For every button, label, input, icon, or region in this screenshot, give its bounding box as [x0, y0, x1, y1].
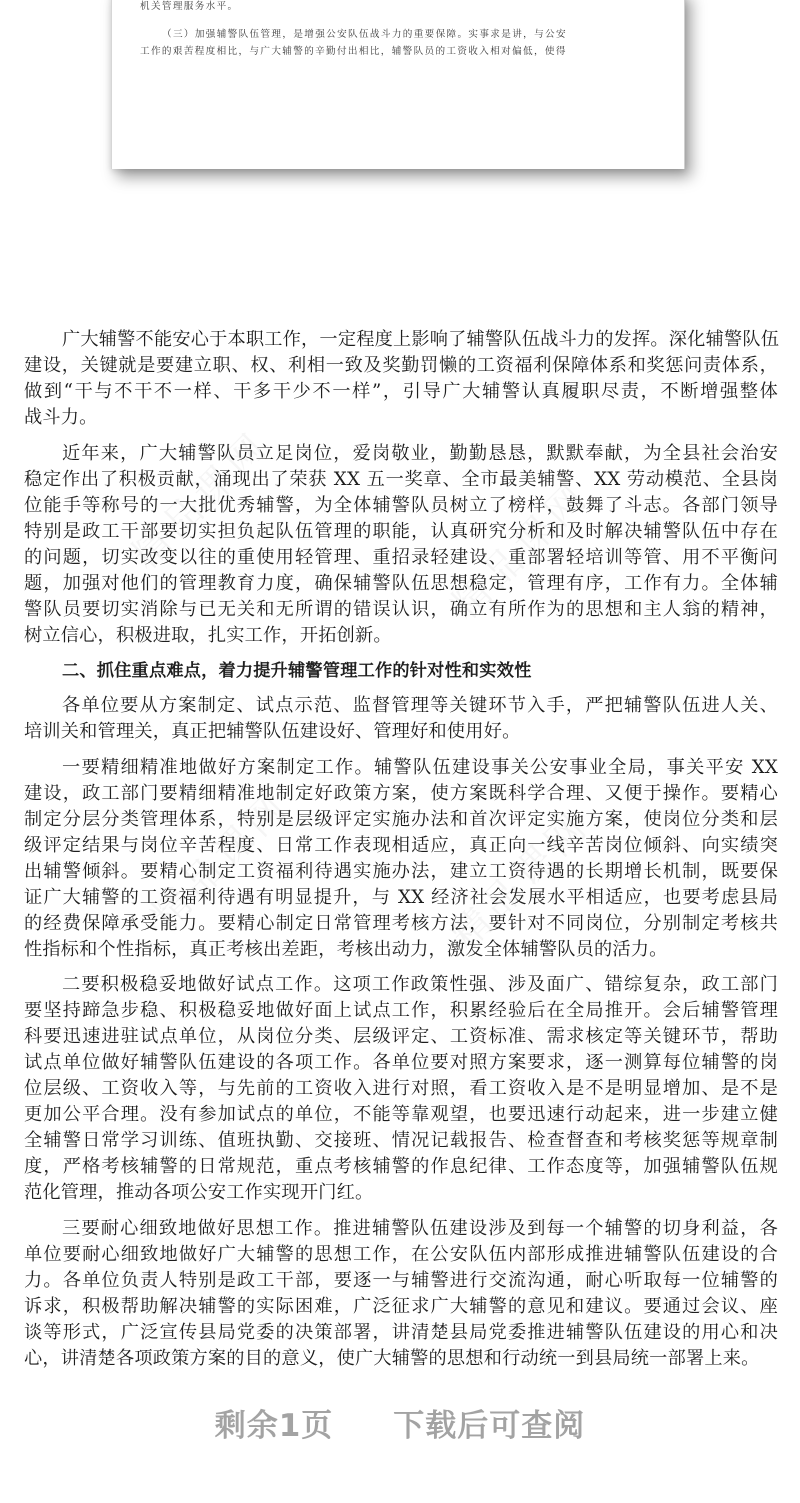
text-line: 建设，关键就是要建立职、权、利相一致及奖勤罚懒的工资福利保障体系和奖惩问责体系， — [24, 355, 778, 376]
paragraph — [24, 972, 778, 1206]
remaining-pages-label: 剩余1页 — [214, 1408, 334, 1444]
text-line: 位层级、工资收入等，与先前的工资收入进行对照，看工资收入是不是明显增加、是不是 — [24, 1078, 778, 1099]
text-line: 出辅警倾斜。要精心制定工资福利待遇实施办法，建立工资待遇的长期增长机制，既要保 — [24, 860, 778, 882]
text-line: 广大辅警不能安心于本职工作，一定程度上影响了辅警队伍战斗力的发挥。深化辅警队伍 — [62, 329, 780, 350]
text-line: 要坚持蹄急步稳、积极稳妥地做好面上试点工作，积累经验后在全局推开。会后辅警管理 — [24, 1000, 778, 1021]
text-line: 范化管理，推动各项公安工作实现开门红。 — [24, 1182, 374, 1203]
watermark: 精品课网 — [142, 782, 299, 938]
text-line: 战斗力。 — [24, 407, 98, 428]
paragraph — [24, 755, 778, 963]
paragraph — [24, 327, 778, 431]
watermark: 精品课网 — [442, 802, 599, 958]
text-line: 性指标和个性指标，真正考核出差距，考核出动力，激发全体辅警队员的活力。 — [24, 938, 668, 960]
text-line: 的问题，切实改变以往的重使用轻管理、重招录轻建设、重部署轻培训等管、用不平衡问 — [24, 546, 778, 568]
text-line: 谈等形式，广泛宣传县局党委的决策部署，讲清楚县局党委推进辅警队伍建设的用心和决 — [24, 1321, 778, 1343]
text-line: 各单位要从方案制定、试点示范、监督管理等关键环节入手，严把辅警队伍进人关、 — [62, 695, 778, 716]
text-line: 一要精细精准地做好方案制定工作。辅警队伍建设事关公安事业全局，事关平安 XX — [62, 756, 778, 778]
text-line: 做到“干与不干不一样、干多干少不一样”，引导广大辅警认真履职尽责，不断增强整体 — [24, 381, 778, 402]
text-line: 制定分层分类管理体系，特别是层级评定实施办法和首次评定实施方案，使岗位分类和层 — [24, 808, 778, 830]
paragraph — [24, 441, 778, 649]
preview-line: （三）加强辅警队伍管理，是增强公安队伍战斗力的重要保障。实事求是讲，与公安 — [162, 29, 567, 40]
text-line: 二要积极稳妥地做好试点工作。这项工作政策性强、涉及面广、错综复杂，政工部门 — [62, 974, 778, 995]
text-line: 诉求，积极帮助解决辅警的实际困难，广泛征求广大辅警的意见和建议。要通过会议、座 — [24, 1295, 778, 1317]
text-line: 位能手等称号的一大批优秀辅警，为全体辅警队员树立了榜样，鼓舞了斗志。各部门领导 — [24, 494, 778, 516]
document-body — [24, 327, 778, 1381]
text-line: 建设，政工部门要精细精准地制定好政策方案，使方案既科学合理、又便于操作。要精心 — [24, 782, 778, 804]
text-line: 单位要耐心细致地做好广大辅警的思想工作，在公安队伍内部形成推进辅警队伍建设的合 — [24, 1243, 778, 1265]
text-line: 证广大辅警的工资福利待遇有明显提升，与 XX 经济社会发展水平相适应，也要考虑县局 — [24, 886, 778, 908]
text-line: 二、抓住重点难点，着力提升辅警管理工作的针对性和实效性 — [62, 661, 532, 681]
section-heading — [24, 658, 778, 684]
text-line: 的经费保障承受能力。要精心制定日常管理考核方法，要针对不同岗位，分别制定考核共 — [24, 912, 778, 934]
watermark: 精品课网 — [442, 472, 599, 628]
text-line: 科要迅速进驻试点单位，从岗位分类、层级评定、工资标准、需求核定等关键环节，帮助 — [24, 1026, 778, 1047]
page-preview-card — [111, 0, 685, 169]
text-line: 特别是政工干部要切实担负起队伍管理的职能，认真研究分析和及时解决辅警队伍中存在 — [24, 520, 778, 542]
text-line: 试点单位做好辅警队伍建设的各项工作。各单位要对照方案要求，逐一测算每位辅警的岗 — [24, 1052, 778, 1073]
text-line: 全辅警日常学习训练、值班执勤、交接班、情况记载报告、检查督查和考核奖惩等规章制 — [24, 1130, 778, 1151]
text-line: 三要耐心细致地做好思想工作。推进辅警队伍建设涉及到每一个辅警的切身利益，各 — [62, 1217, 778, 1239]
text-line: 近年来，广大辅警队员立足岗位，爱岗敬业，勤勤恳恳，默默奉献，为全县社会治安 — [62, 442, 778, 464]
download-to-view-label[interactable]: 下载后可查阅 — [393, 1408, 586, 1444]
text-line: 培训关和管理关，真正把辅警队伍建设好、管理好和使用好。 — [24, 721, 521, 742]
watermark: 精品课网 — [122, 422, 279, 578]
text-line: 力。各单位负责人特别是政工干部，要逐一与辅警进行交流沟通，耐心听取每一位辅警的 — [24, 1269, 778, 1291]
paragraph — [24, 693, 778, 745]
text-line: 警队员要切实消除与已无关和无所谓的错误认识，确立有所作为的思想和主人翁的精神， — [24, 598, 778, 620]
text-line: 稳定作出了积极贡献，涌现出了荣获 XX 五一奖章、全市最美辅警、XX 劳动模范、全县岗 — [24, 468, 778, 490]
text-line: 树立信心，积极进取，扎实工作，开拓创新。 — [24, 624, 392, 646]
preview-line: 工作的艰苦程度相比，与广大辅警的辛勤付出相比，辅警队员的工资收入相对偏低，使得 — [140, 46, 567, 57]
paragraph — [24, 1216, 778, 1372]
text-line: 题，加强对他们的管理教育力度，确保辅警队伍思想稳定，管理有序，工作有力。全体辅 — [24, 572, 778, 594]
text-line: 度，严格考核辅警的日常规范，重点考核辅警的作息纪律、工作态度等，加强辅警队伍规 — [24, 1156, 778, 1177]
remaining-pages-prompt[interactable] — [0, 1400, 800, 1445]
text-line: 更加公平合理。没有参加试点的单位，不能等靠观望，也要迅速行动起来，进一步建立健 — [24, 1104, 778, 1125]
text-line: 心，讲清楚各项政策方案的目的意义，使广大辅警的思想和行动统一到县局统一部署上来。 — [24, 1347, 760, 1369]
text-line: 级评定结果与岗位辛苦程度、日常工作表现相适应，真正向一线辛苦岗位倾斜、向实绩突 — [24, 834, 778, 856]
preview-line: 机关管理服务水平。 — [140, 1, 239, 12]
